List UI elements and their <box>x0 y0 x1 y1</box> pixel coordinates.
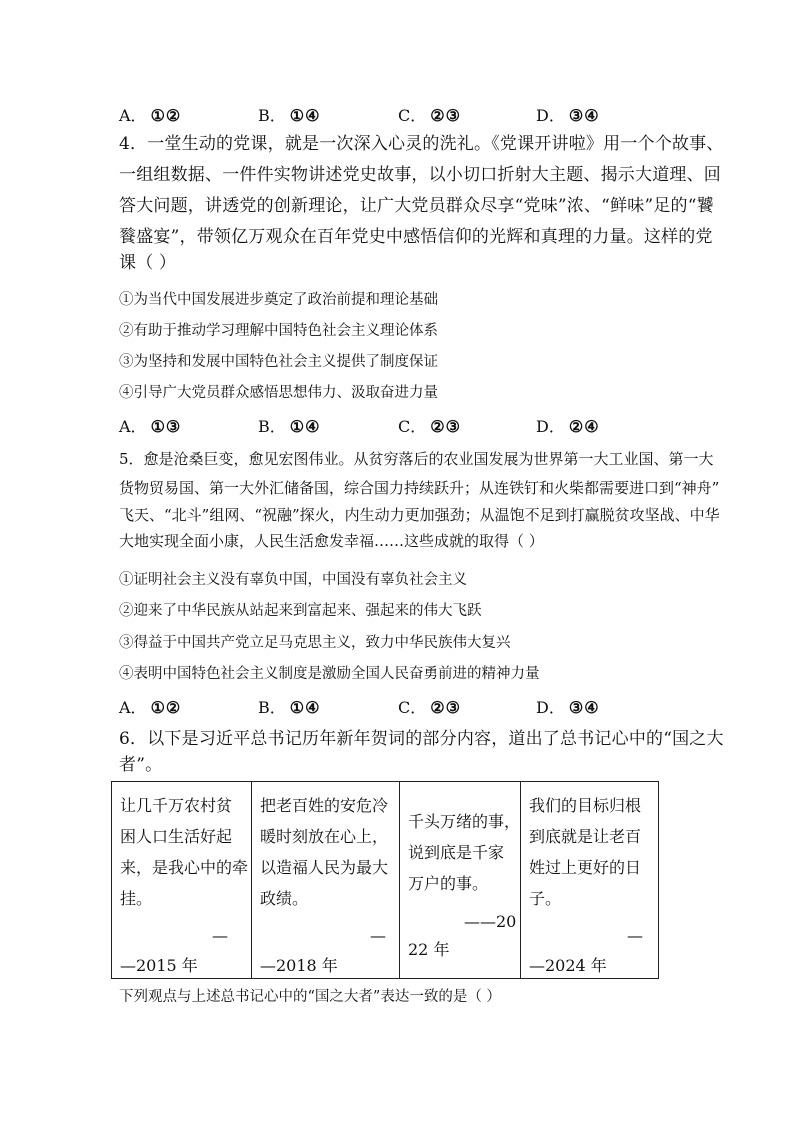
q3-choice-b[interactable]: B． ①④ <box>258 106 321 125</box>
quote-line: 让几千万农村贫 <box>120 796 233 815</box>
quote-line: 万户的事。 <box>408 874 489 893</box>
quote-line: 困人口生活好起 <box>120 827 233 846</box>
quote-line: 把老百姓的安危冷 <box>260 796 389 815</box>
new-year-quotes-table <box>111 781 659 979</box>
quote-line: 政绩。 <box>260 889 309 908</box>
quote-dash: — <box>212 926 228 945</box>
q4-choice-d[interactable]: D． ②④ <box>536 417 600 436</box>
quote-line: 子。 <box>529 889 562 908</box>
q4-stem-line: 课（ ） <box>119 253 177 273</box>
q6-stem-line: 6．以下是习近平总书记历年新年贺词的部分内容，道出了总书记心中的“国之大 <box>119 729 724 749</box>
q3-choice-d[interactable]: D． ③④ <box>536 106 600 125</box>
quote-year: —2024 年 <box>529 956 607 975</box>
q4-stem-line: 4．一堂生动的党课，就是一次深入心灵的洗礼。《党课开讲啦》用一个个故事、 <box>119 134 724 154</box>
q5-stem-line: 5．愈是沧桑巨变，愈见宏图伟业。从贫穷落后的农业国发展为世界第一大工业国、第一大 <box>119 450 714 468</box>
q4-choice-a[interactable]: A． ①③ <box>119 417 182 436</box>
quote-dash: — <box>627 926 643 945</box>
quote-line: 暖时刻放在心上， <box>260 827 389 846</box>
q5-stem-line: 货物贸易国、第一大外汇储备国，综合国力持续跃升；从连铁钉和火柴都需要进口到“神舟” <box>119 479 720 497</box>
quote-line: 来，是我心中的牵 <box>120 858 249 877</box>
quote-line: 说到底是千家 <box>408 843 505 862</box>
q5-option-2: ②迎来了中华民族从站起来到富起来、强起来的伟大飞跃 <box>119 603 482 619</box>
q5-option-4: ④表明中国特色社会主义制度是激励全国人民奋勇前进的精神力量 <box>119 666 540 682</box>
q4-stem-line: 餮盛宴”，带领亿万观众在百年党史中感悟信仰的光辉和真理的力量。这样的党 <box>119 227 713 247</box>
quote-cell-2018 <box>252 782 400 979</box>
q4-stem-line: 答大问题，讲透党的创新理论，让广大党员群众尽享“党味”浓、“鲜味”足的“饕 <box>119 196 714 216</box>
q5-stem-line: 飞天、“北斗”组网、“祝融”探火，内生动力更加强劲；从温饱不足到打赢脱贫攻坚战、中华 <box>119 506 720 524</box>
q5-choice-a[interactable]: A． ①② <box>119 698 182 717</box>
quote-year: —2015 年 <box>120 956 198 975</box>
q5-choice-d[interactable]: D． ③④ <box>536 698 600 717</box>
quote-line: 千头万绪的事， <box>408 812 521 831</box>
q5-option-1: ①证明社会主义没有辜负中国，中国没有辜负社会主义 <box>119 572 467 588</box>
q5-stem-line: 大地实现全面小康，人民生活愈发幸福……这些成就的取得（ ） <box>119 532 544 550</box>
q4-option-4: ④引导广大党员群众感悟思想伟力、汲取奋进力量 <box>119 385 438 401</box>
q4-choice-c[interactable]: C． ②③ <box>398 417 461 436</box>
quote-cell-2015 <box>112 782 252 979</box>
q4-option-1: ①为当代中国发展进步奠定了政治前提和理论基础 <box>119 292 438 308</box>
q3-choices <box>119 103 679 125</box>
q5-option-3: ③得益于中国共产党立足马克思主义，致力中华民族伟大复兴 <box>119 635 511 651</box>
quote-year: —2018 年 <box>260 956 338 975</box>
q4-choice-b[interactable]: B． ①④ <box>258 417 321 436</box>
quote-dash: ——20 <box>464 912 517 931</box>
quote-line: 姓过上更好的日 <box>529 858 642 877</box>
q5-choice-b[interactable]: B． ①④ <box>258 698 321 717</box>
q6-stem-line: 者”。 <box>119 755 163 775</box>
q5-choice-c[interactable]: C． ②③ <box>398 698 461 717</box>
q3-choice-a[interactable]: A． ①② <box>119 106 182 125</box>
quote-cell-2024 <box>521 782 659 979</box>
quote-line: 以造福人民为最大 <box>260 858 389 877</box>
quote-line: 挂。 <box>120 889 153 908</box>
q3-choice-c[interactable]: C． ②③ <box>398 106 461 125</box>
quote-line: 到底就是让老百 <box>529 827 642 846</box>
quote-line: 我们的目标归根 <box>529 796 642 815</box>
q4-option-3: ③为坚持和发展中国特色社会主义提供了制度保证 <box>119 354 438 370</box>
q6-follow-up: 下列观点与上述总书记心中的“国之大者”表达一致的是（ ） <box>119 989 501 1005</box>
quote-cell-2022 <box>400 782 521 979</box>
quote-dash: — <box>370 926 386 945</box>
q4-option-2: ②有助于推动学习理解中国特色社会主义理论体系 <box>119 323 438 339</box>
q5-choices <box>119 695 679 717</box>
q4-choices <box>119 414 679 436</box>
q4-stem-line: 一组组数据、一件件实物讲述党史故事，以小切口折射大主题、揭示大道理、回 <box>119 165 721 185</box>
quote-year: 22 年 <box>408 940 450 959</box>
